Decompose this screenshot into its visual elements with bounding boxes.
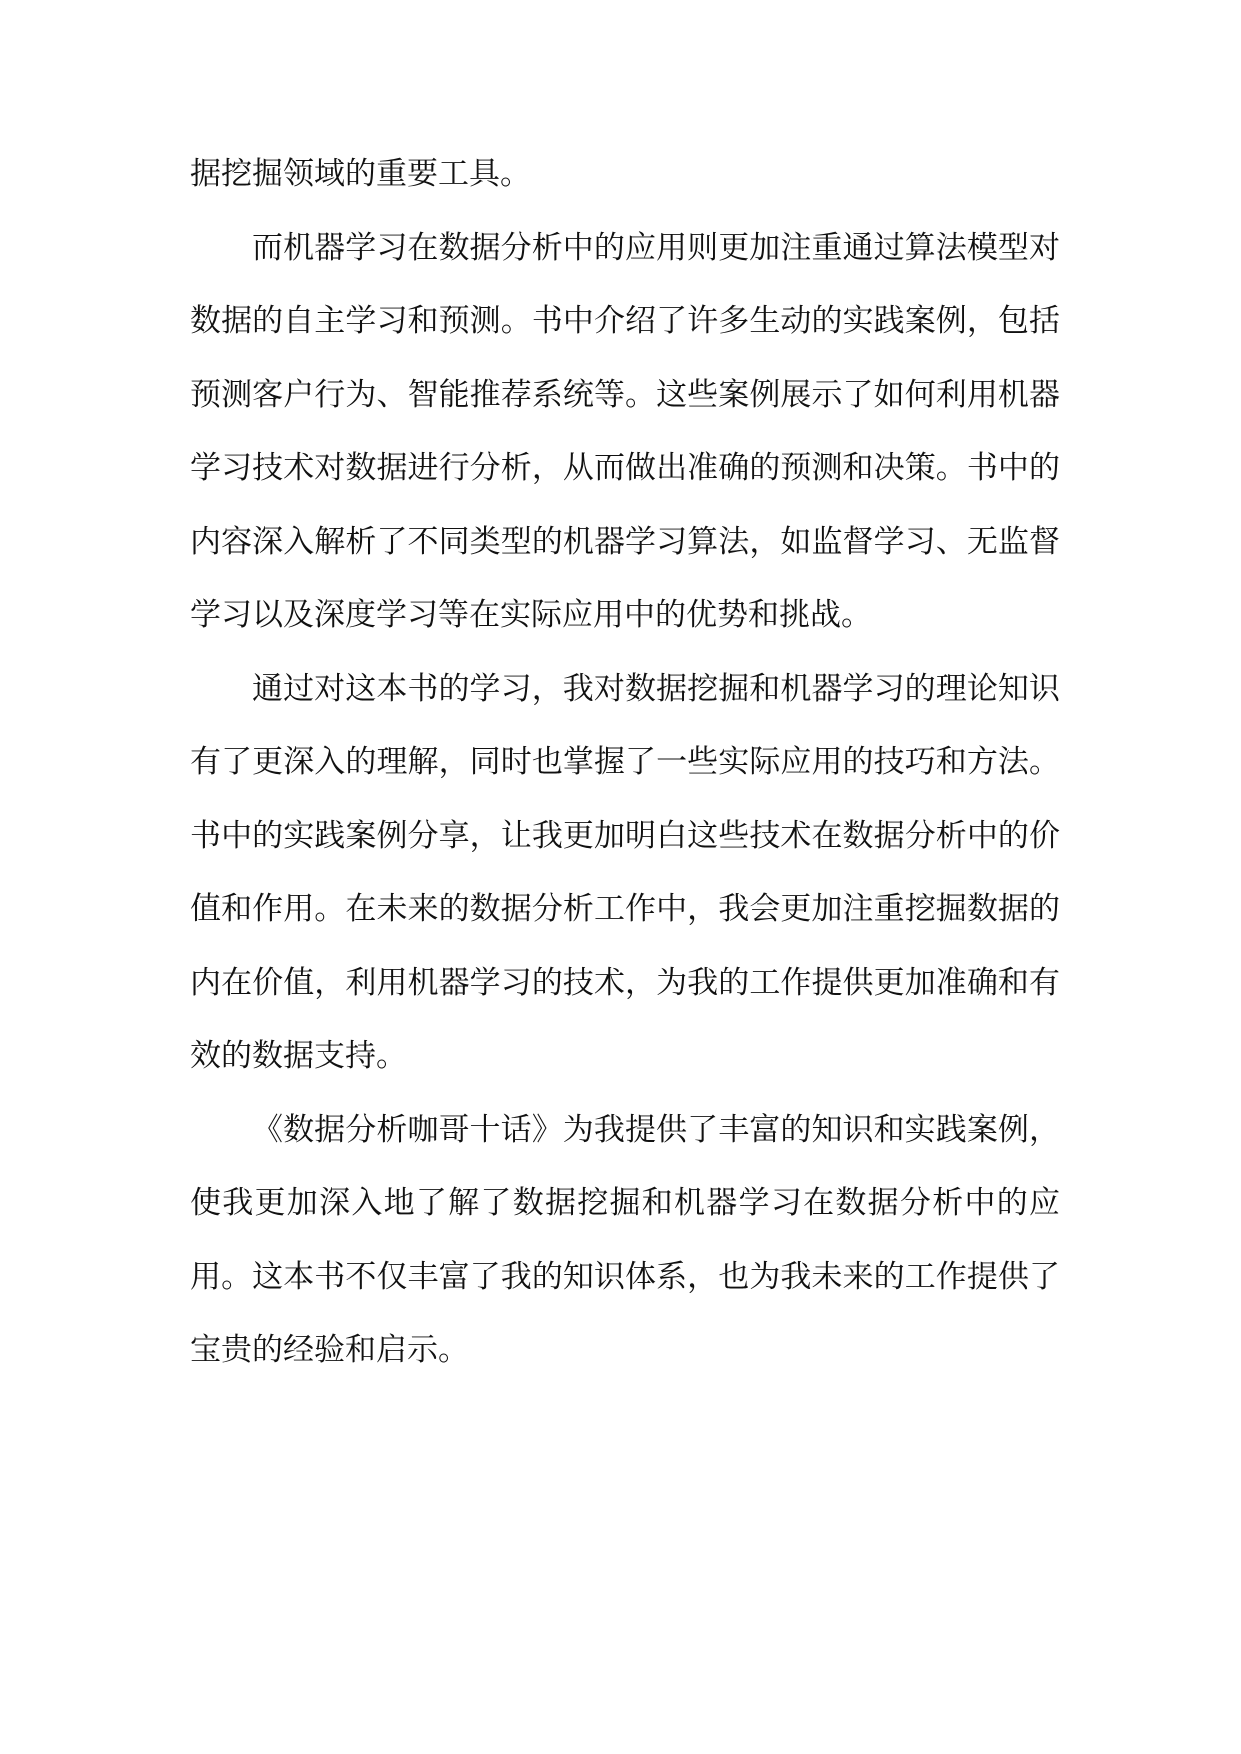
paragraph-2: 而机器学习在数据分析中的应用则更加注重通过算法模型对数据的自主学习和预测。书中介绍了许多生动的实践案例，包括预测客户行为、智能推荐系统等。这些案例展示了如何利用机器学习技术对数据进行分析，从而做出准确的预测和决策。书中的内容深入解析了不同类型的机器学习算法，如监督学习、无监督学习以及深度学习等在实际应用中的优势和挑战。 — [190, 229, 1060, 633]
paragraph-3: 通过对这本书的学习，我对数据挖掘和机器学习的理论知识有了更深入的理解，同时也掌握了一些实际应用的技巧和方法。书中的实践案例分享，让我更加明白这些技术在数据分析中的价值和作用。在未来的数据分析工作中，我会更加注重挖掘数据的内在价值，利用机器学习的技术，为我的工作提供更加准确和有效的数据支持。 — [190, 670, 1060, 1074]
document-body — [190, 138, 1060, 1388]
paragraph-1: 据挖掘领域的重要工具。 — [190, 156, 531, 192]
paragraph-4: 《数据分析咖哥十话》为我提供了丰富的知识和实践案例，使我更加深入地了解了数据挖掘和机器学习在数据分析中的应用。这本书不仅丰富了我的知识体系，也为我未来的工作提供了宝贵的经验和启示。 — [190, 1111, 1060, 1368]
